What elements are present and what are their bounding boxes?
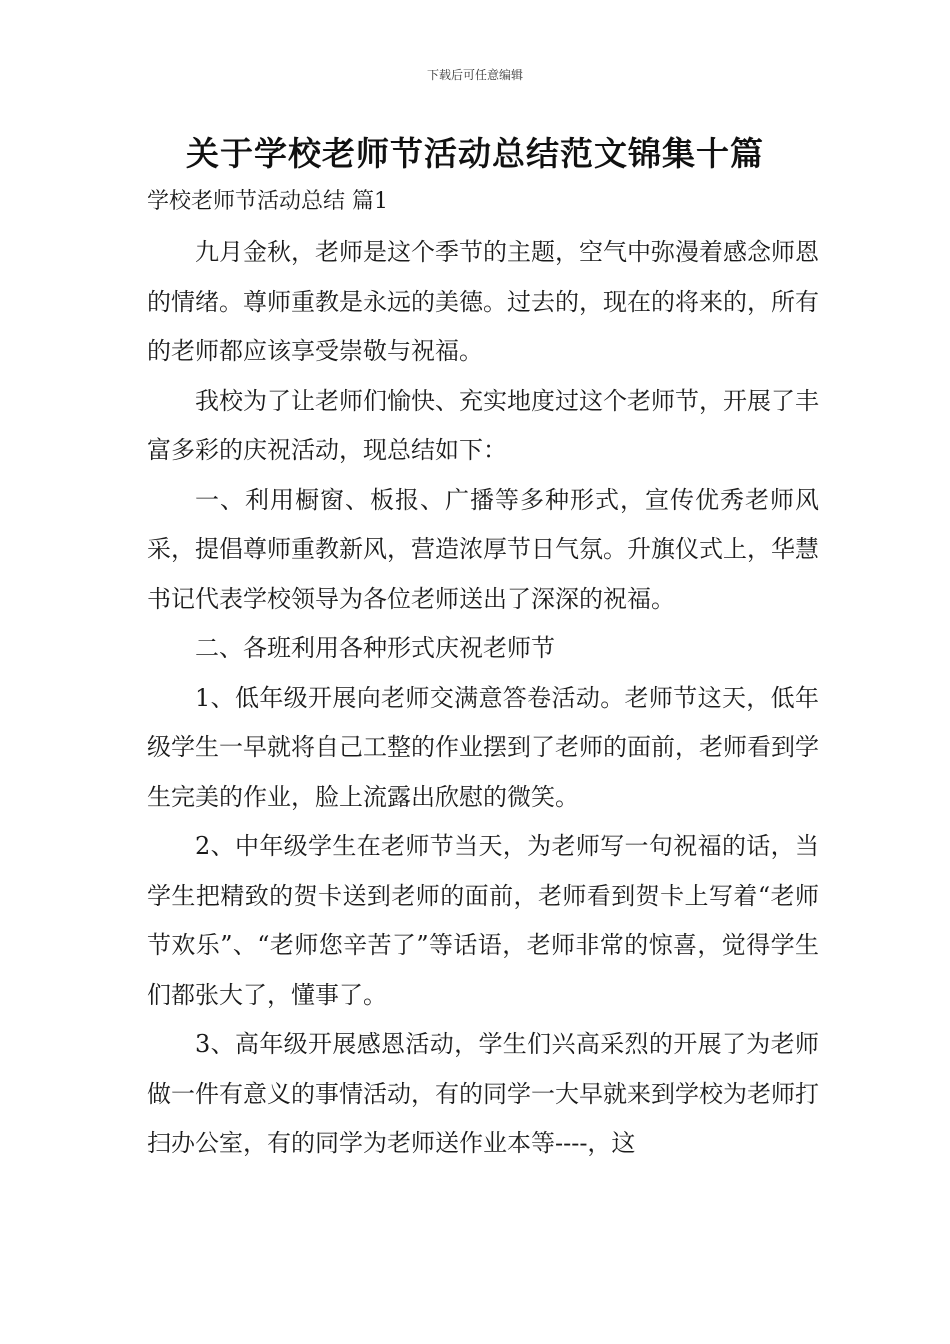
paragraph-summary-intro: 我校为了让老师们愉快、充实地度过这个老师节，开展了丰富多彩的庆祝活动，现总结如下：	[147, 386, 819, 464]
header-note: 下载后可任意编辑	[426, 68, 523, 82]
paragraph-high-grade: 3、高年级开展感恩活动，学生们兴高采烈的开展了为老师做一件有意义的事情活动，有的同学一大早就来到学校为老师打扫办公室，有的同学为老师送作业本等----，这	[147, 1030, 819, 1157]
document-body	[147, 228, 819, 1169]
paragraph-low-grade: 1、低年级开展向老师交满意答卷活动。老师节这天，低年级学生一早就将自己工整的作业摆到了老师的面前，老师看到学生完美的作业，脸上流露出欣慰的微笑。	[147, 683, 819, 811]
paragraph-point-one: 一、利用橱窗、板报、广播等多种形式，宣传优秀老师风采，提倡尊师重教新风，营造浓厚节日气氛。升旗仪式上，华慧书记代表学校领导为各位老师送出了深深的祝福。	[147, 485, 819, 613]
paragraph-point-two-heading: 二、各班利用各种形式庆祝老师节	[195, 634, 555, 662]
section-heading: 学校老师节活动总结 篇1	[147, 189, 388, 214]
paragraph-intro: 九月金秋，老师是这个季节的主题，空气中弥漫着感念师恩的情绪。尊师重教是永远的美德。过去的，现在的将来的，所有的老师都应该享受崇敬与祝福。	[147, 238, 819, 365]
paragraph-middle-grade: 2、中年级学生在老师节当天，为老师写一句祝福的话，当学生把精致的贺卡送到老师的面前，老师看到贺卡上写着“老师节欢乐”、“老师您辛苦了”等话语，老师非常的惊喜，觉得学生们都张大了，懂事了。	[147, 832, 819, 1009]
document-title: 关于学校老师节活动总结范文锦集十篇	[186, 134, 764, 173]
